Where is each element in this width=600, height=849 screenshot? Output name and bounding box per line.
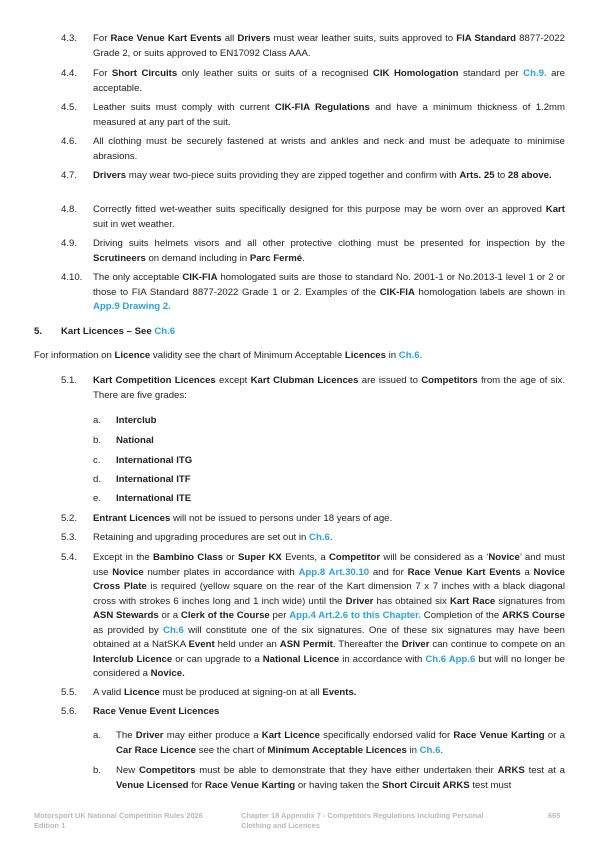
text-run: standard per xyxy=(458,68,524,79)
text-run: to xyxy=(494,170,508,181)
text-run: Completion of the xyxy=(420,610,502,621)
text-run: Driver xyxy=(401,639,430,650)
text-run: Short Circuit ARKS xyxy=(382,779,470,791)
text-run: or xyxy=(222,552,238,563)
clause-text xyxy=(93,374,565,403)
text-run: Interclub Licence xyxy=(93,653,173,665)
clause-number: 4.10. xyxy=(61,272,83,283)
text-run: 28 above. xyxy=(507,170,552,181)
clause-5-3 xyxy=(61,531,565,546)
text-run: or having taken the xyxy=(295,779,383,791)
text-run: Except in the xyxy=(93,552,153,563)
text-run: CIK Homologation xyxy=(372,68,459,79)
text-run: a xyxy=(520,566,534,578)
text-run: For xyxy=(93,33,111,44)
text-run: Novice xyxy=(112,566,144,578)
list-text xyxy=(116,434,565,449)
clause-5-6-a xyxy=(93,729,565,758)
text-run: For xyxy=(93,68,112,79)
text-run: Licence xyxy=(123,687,160,698)
text-run: ARKS Course xyxy=(501,610,566,621)
cross-reference-link[interactable]: App.9 Drawing 2. xyxy=(93,301,171,312)
list-text xyxy=(116,492,565,507)
footer-chapter-line1: Chapter 18 Appendix 7 - Competitors Regulations Including Personal xyxy=(241,811,484,820)
text-run: Car Race Licence xyxy=(116,744,196,756)
text-run: will constitute one of the six signatures. One of these six signatures may have been obtained at a NatSKA xyxy=(93,624,565,650)
cross-reference-link[interactable]: App.4 Art.2.6 to this Chapter. xyxy=(289,610,421,621)
footer-edition: Edition 1 xyxy=(34,821,66,830)
clause-text xyxy=(93,67,565,96)
text-run: CIK-FIA xyxy=(182,272,218,283)
text-run: from the age of six. There are five grades: xyxy=(93,375,565,401)
clause-number: 4.3. xyxy=(61,33,78,44)
clause-text xyxy=(93,237,565,266)
list-letter: b. xyxy=(93,765,102,776)
list-text xyxy=(116,454,565,469)
list-letter: c. xyxy=(93,455,101,466)
text-run: Kart Licence xyxy=(261,730,320,741)
text-run: Novice xyxy=(488,552,520,563)
clause-number: 5.1. xyxy=(61,375,78,386)
clause-text xyxy=(93,271,565,315)
clause-number: 4.7. xyxy=(61,170,78,181)
text-run: Driving suits helmets visors and all other protective clothing must be presented for inspection by the xyxy=(93,238,565,249)
clause-4-5 xyxy=(61,101,565,130)
text-run: Competitors xyxy=(139,765,196,776)
text-run: Kart Clubman Licences xyxy=(250,375,359,386)
text-run: ASN Stewards xyxy=(93,610,159,621)
text-run: . xyxy=(302,252,305,264)
cross-reference-link[interactable]: Ch.6 xyxy=(154,326,176,337)
text-run: specifically endorsed valid for xyxy=(319,730,454,741)
clause-4-10 xyxy=(61,271,565,315)
list-text xyxy=(116,414,565,429)
text-run: FIA Standard xyxy=(456,33,517,44)
text-run: as provided by xyxy=(93,624,164,636)
text-run: . xyxy=(440,744,444,756)
clause-text xyxy=(93,705,565,720)
text-run: held under an xyxy=(214,639,280,650)
clause-4-4 xyxy=(61,67,565,96)
page-number: 665 xyxy=(548,811,561,820)
text-run: Race Venue Event Licences xyxy=(93,706,220,717)
section-5-heading xyxy=(34,325,175,340)
list-letter: e. xyxy=(93,493,102,504)
text-run: test at a xyxy=(524,765,566,776)
text-run: Events, a xyxy=(281,552,329,563)
text-run: . Thereafter the xyxy=(332,639,402,650)
text-run: International ITF xyxy=(116,474,191,485)
text-run: Leather suits must comply with current xyxy=(93,102,275,113)
text-run: will not be issued to persons under 18 years of age. xyxy=(170,513,393,524)
text-run: Interclub xyxy=(116,415,157,426)
text-run: Drivers xyxy=(93,170,127,181)
clause-4-9 xyxy=(61,237,565,266)
text-run: Scrutineers xyxy=(93,252,146,264)
text-run: Novice Cross Plate xyxy=(93,566,566,592)
text-run: Race Venue Kart Events xyxy=(407,566,521,578)
text-run: Entrant Licences xyxy=(93,513,171,524)
text-run: must be able to demonstrate that they have either undertaken their xyxy=(195,765,498,776)
grade-interclub xyxy=(93,414,565,429)
clause-text xyxy=(93,686,565,701)
text-run: Novice. xyxy=(150,668,185,679)
clause-text xyxy=(93,169,565,184)
text-run: Race Venue Karting xyxy=(453,730,545,741)
text-run: New xyxy=(116,765,139,776)
footer-publication xyxy=(34,811,203,831)
list-text xyxy=(116,473,565,488)
clause-number: 4.8. xyxy=(61,204,78,215)
clause-4-8 xyxy=(61,203,565,232)
text-run: CIK-FIA Regulations xyxy=(274,102,370,113)
text-run: Licence xyxy=(114,350,151,361)
text-run: and for xyxy=(369,566,408,578)
text-run: ASN Permit xyxy=(279,639,333,650)
grade-international-itg xyxy=(93,454,565,469)
text-run: suit in wet weather. xyxy=(93,218,175,230)
text-run: signatures from xyxy=(495,595,566,607)
list-letter: a. xyxy=(93,415,102,426)
text-run: on demand including in xyxy=(145,252,250,264)
text-run: Race Venue Kart Events xyxy=(110,33,222,44)
clause-text xyxy=(93,512,565,527)
clause-number: 5.5. xyxy=(61,687,78,698)
list-letter: d. xyxy=(93,474,102,485)
text-run: validity see the chart of Minimum Acceptable xyxy=(150,350,345,361)
text-run: Kart Licences – See xyxy=(61,326,155,337)
text-run: or a xyxy=(158,610,181,621)
text-run: The xyxy=(116,730,136,741)
text-run: must wear leather suits, suits approved to xyxy=(270,33,457,44)
text-run: may wear two-piece suits providing they are zipped together and confirm with xyxy=(126,170,460,181)
cross-reference-link[interactable]: Ch.9. xyxy=(523,68,547,79)
clause-number: 5.3. xyxy=(61,532,78,543)
text-run: homologation labels are shown in xyxy=(414,286,565,298)
text-run: National Licence xyxy=(262,653,340,665)
clause-number: 5.6. xyxy=(61,706,78,717)
clause-number: 4.5. xyxy=(61,102,78,113)
clause-number: 5.4. xyxy=(61,552,78,563)
grade-international-ite xyxy=(93,492,565,507)
text-run: National xyxy=(116,435,154,446)
text-run: Competitor xyxy=(328,552,381,563)
section-5-intro xyxy=(34,349,565,364)
text-run: The only acceptable xyxy=(93,272,183,283)
text-run: CIK-FIA xyxy=(379,286,415,298)
text-run: Arts. 25 xyxy=(459,170,495,181)
clause-text xyxy=(93,32,565,61)
cross-reference-link[interactable]: App.8 Art.30.10 xyxy=(298,566,370,578)
clause-number: 4.4. xyxy=(61,68,78,79)
footer-chapter xyxy=(241,811,483,831)
clause-text xyxy=(93,101,565,130)
text-run: are acceptable. xyxy=(93,68,565,94)
section-title xyxy=(61,326,175,337)
text-run: can continue to compete on an xyxy=(429,639,566,650)
text-run: International ITG xyxy=(116,455,193,466)
text-run: Super KX xyxy=(238,552,282,563)
text-run: Kart Competition Licences xyxy=(93,375,216,386)
text-run: Venue Licensed xyxy=(116,779,189,791)
text-run: except xyxy=(215,375,251,386)
clause-4-6 xyxy=(61,135,565,164)
text-run: Short Circuits xyxy=(111,68,178,79)
text-run: 8877-2022 Grade 2, or suits approved to EN17092 Class AAA. xyxy=(93,33,565,59)
text-run: for xyxy=(188,779,206,791)
cross-reference-link[interactable]: Ch.6 xyxy=(309,532,330,543)
text-run: all xyxy=(221,33,238,44)
cross-reference-link[interactable]: Ch.6 xyxy=(163,624,184,636)
cross-reference-link[interactable]: Ch.6 xyxy=(398,350,420,361)
clause-text xyxy=(93,551,565,682)
text-run: or a xyxy=(544,730,565,741)
text-run: has obtained six xyxy=(373,595,450,607)
text-run: test must xyxy=(469,779,512,791)
text-run: in accordance with xyxy=(339,653,426,665)
text-run: All clothing must be securely fastened at wrists and ankles and neck and must be adequate to minimise abrasions. xyxy=(93,136,565,162)
text-run: Licences xyxy=(344,350,386,361)
text-run: number plates in accordance with xyxy=(143,566,299,578)
text-run: ’ and must use xyxy=(93,552,565,578)
text-run: will be considered as a ‘ xyxy=(380,552,489,563)
clause-text xyxy=(93,203,565,232)
text-run: or can upgrade to a xyxy=(172,653,263,665)
text-run: Competitors xyxy=(421,375,478,386)
clause-5-5 xyxy=(61,686,565,701)
text-run: Parc Fermé xyxy=(249,252,303,264)
text-run: must be produced at signing-on at all xyxy=(159,687,323,698)
clause-number: 5.2. xyxy=(61,513,78,524)
text-run: and have a minimum thickness of 1.2mm measured at any part of the suit. xyxy=(93,102,566,128)
text-run: Drivers xyxy=(237,33,271,44)
footer-chapter-line2: Clothing and Licences xyxy=(241,821,320,830)
text-run: . xyxy=(329,532,333,543)
text-run: For information on xyxy=(34,350,115,361)
text-run: is required (yellow square on the rear of the Kart dimension 7 x 7 inches with a black diagonal cross with strokes 6 inches long and 1 inch wide) until the xyxy=(93,581,565,607)
text-run: homologated suits are those to standard No. 2001-1 or No.2013-1 level 1 or 2 or those to FIA Standard 8877-2022 Grade 1 or 2. Examples of the xyxy=(93,272,565,298)
text-run: Clerk of the Course xyxy=(180,610,270,621)
section-number: 5. xyxy=(34,326,43,337)
text-run: Events. xyxy=(322,687,357,698)
clause-5-2 xyxy=(61,512,565,527)
text-run: in xyxy=(406,744,420,756)
text-run: may either produce a xyxy=(163,730,262,741)
list-letter: a. xyxy=(93,730,102,741)
text-run: Race Venue Karting xyxy=(205,779,296,791)
text-run: Event xyxy=(188,639,215,650)
clause-text xyxy=(93,531,565,546)
text-run: in xyxy=(385,350,399,361)
text-run: A valid xyxy=(93,687,124,698)
text-run: Driver xyxy=(345,595,374,607)
cross-reference-link[interactable]: Ch.6 xyxy=(419,744,441,756)
text-run: Correctly fitted wet-weather suits specifically designed for this purpose may be worn over an approved xyxy=(93,204,546,215)
clause-4-7 xyxy=(61,169,565,184)
text-run: but will no longer be considered a xyxy=(93,653,566,679)
clause-number: 4.6. xyxy=(61,136,78,147)
clause-5-1 xyxy=(61,374,565,403)
text-run: are issued to xyxy=(358,375,422,386)
text-run: see the chart of xyxy=(196,744,268,756)
footer-title: Motorsport UK National Competition Rules 2026 xyxy=(34,811,203,820)
text-run: . xyxy=(419,350,423,361)
text-run: Kart Race xyxy=(449,595,496,607)
text-run: only leather suits or suits of a recognised xyxy=(177,68,373,79)
text-run: Driver xyxy=(135,730,164,741)
text-run: Kart xyxy=(545,204,565,215)
clause-4-3 xyxy=(61,32,565,61)
text-run: Minimum Acceptable Licences xyxy=(267,744,407,756)
clause-5-6 xyxy=(61,705,565,720)
list-text xyxy=(116,729,565,758)
clause-5-6-b xyxy=(93,764,565,793)
clause-number: 4.9. xyxy=(61,238,78,249)
clause-text xyxy=(93,135,565,164)
text-run: Retaining and upgrading procedures are set out in xyxy=(93,532,310,543)
text-run: ARKS xyxy=(497,765,525,776)
text-run: International ITE xyxy=(116,493,192,504)
grade-international-itf xyxy=(93,473,565,488)
intro-text xyxy=(34,350,422,361)
grade-national xyxy=(93,434,565,449)
list-letter: b. xyxy=(93,435,102,446)
text-run: per xyxy=(269,610,290,621)
list-text xyxy=(116,764,565,793)
text-run: Bambino Class xyxy=(152,552,223,563)
clause-5-4 xyxy=(61,551,565,682)
cross-reference-link[interactable]: Ch.6 App.6 xyxy=(425,653,476,665)
